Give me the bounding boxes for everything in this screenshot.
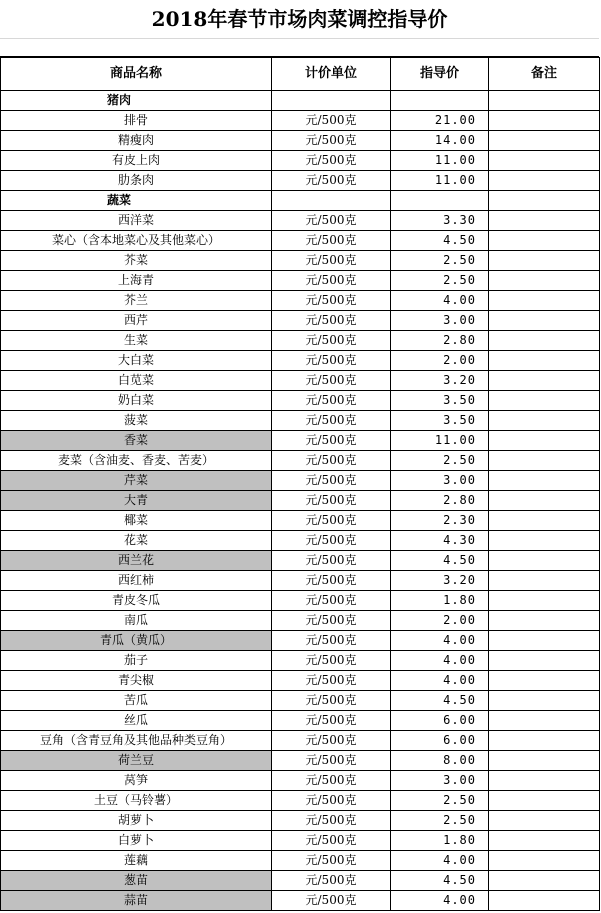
note-cell[interactable]: [489, 151, 600, 171]
price-cell[interactable]: 3.30: [391, 211, 489, 231]
note-cell[interactable]: [489, 471, 600, 491]
table-row: [1, 251, 600, 271]
price-cell[interactable]: 3.00: [391, 311, 489, 331]
price-cell[interactable]: 4.50: [391, 551, 489, 571]
price-cell[interactable]: 2.80: [391, 491, 489, 511]
name-cell[interactable]: 茄子: [1, 651, 272, 671]
name-cell[interactable]: 菜心（含本地菜心及其他菜心）: [1, 231, 272, 251]
unit-cell[interactable]: 元/500克: [272, 511, 391, 531]
unit-cell[interactable]: 元/500克: [272, 251, 391, 271]
unit-cell[interactable]: 元/500克: [272, 331, 391, 351]
table-row: [1, 531, 600, 551]
unit-cell[interactable]: 元/500克: [272, 671, 391, 691]
table-body: [1, 91, 600, 911]
table-row: [1, 451, 600, 471]
name-cell[interactable]: 大白菜: [1, 351, 272, 371]
table-row: [1, 511, 600, 531]
name-cell[interactable]: 胡萝卜: [1, 811, 272, 831]
name-cell[interactable]: 白萝卜: [1, 831, 272, 851]
name-cell[interactable]: 苦瓜: [1, 691, 272, 711]
price-cell[interactable]: 2.30: [391, 511, 489, 531]
name-cell[interactable]: 菠菜: [1, 411, 272, 431]
price-cell[interactable]: 4.00: [391, 891, 489, 911]
unit-cell[interactable]: [272, 191, 391, 211]
table-row: [1, 831, 600, 851]
empty-row[interactable]: [0, 39, 599, 57]
price-cell[interactable]: 6.00: [391, 731, 489, 751]
name-cell[interactable]: 丝瓜: [1, 711, 272, 731]
name-cell[interactable]: 莲藕: [1, 851, 272, 871]
price-cell[interactable]: 3.00: [391, 771, 489, 791]
price-cell[interactable]: 11.00: [391, 151, 489, 171]
name-cell[interactable]: 西兰花: [1, 551, 272, 571]
price-cell[interactable]: 3.50: [391, 391, 489, 411]
header-unit[interactable]: 计价单位: [272, 58, 391, 91]
note-cell[interactable]: [489, 451, 600, 471]
name-cell[interactable]: 青皮冬瓜: [1, 591, 272, 611]
price-cell[interactable]: 3.50: [391, 411, 489, 431]
table-row: [1, 611, 600, 631]
unit-cell[interactable]: 元/500克: [272, 371, 391, 391]
table-row: [1, 271, 600, 291]
name-cell[interactable]: 青瓜（黄瓜）: [1, 631, 272, 651]
unit-cell[interactable]: 元/500克: [272, 111, 391, 131]
price-cell[interactable]: 4.30: [391, 531, 489, 551]
table-row: [1, 571, 600, 591]
table-row: [1, 351, 600, 371]
note-cell[interactable]: [489, 871, 600, 891]
table-row: [1, 751, 600, 771]
price-cell[interactable]: 2.50: [391, 271, 489, 291]
name-cell[interactable]: 生菜: [1, 331, 272, 351]
table-row: [1, 491, 600, 511]
note-cell[interactable]: [489, 631, 600, 651]
table-row: [1, 471, 600, 491]
unit-cell[interactable]: 元/500克: [272, 351, 391, 371]
unit-cell[interactable]: 元/500克: [272, 131, 391, 151]
note-cell[interactable]: [489, 811, 600, 831]
unit-cell[interactable]: 元/500克: [272, 231, 391, 251]
name-cell[interactable]: 土豆（马铃薯）: [1, 791, 272, 811]
table-row: [1, 311, 600, 331]
unit-cell[interactable]: 元/500克: [272, 651, 391, 671]
price-cell[interactable]: 4.00: [391, 671, 489, 691]
table-row: [1, 291, 600, 311]
unit-cell[interactable]: 元/500克: [272, 551, 391, 571]
note-cell[interactable]: [489, 551, 600, 571]
header-price[interactable]: 指导价: [391, 58, 489, 91]
price-cell[interactable]: 1.80: [391, 831, 489, 851]
header-row: [1, 58, 600, 91]
note-cell[interactable]: [489, 691, 600, 711]
note-cell[interactable]: [489, 611, 600, 631]
name-cell[interactable]: 精瘦肉: [1, 131, 272, 151]
unit-cell[interactable]: 元/500克: [272, 171, 391, 191]
note-cell[interactable]: [489, 411, 600, 431]
table-row: [1, 151, 600, 171]
name-cell[interactable]: 芹菜: [1, 471, 272, 491]
unit-cell[interactable]: 元/500克: [272, 851, 391, 871]
unit-cell[interactable]: 元/500克: [272, 871, 391, 891]
price-cell[interactable]: 4.00: [391, 851, 489, 871]
unit-cell[interactable]: 元/500克: [272, 811, 391, 831]
price-cell[interactable]: [391, 191, 489, 211]
name-cell[interactable]: 荷兰豆: [1, 751, 272, 771]
note-cell[interactable]: [489, 831, 600, 851]
note-cell[interactable]: [489, 791, 600, 811]
unit-cell[interactable]: 元/500克: [272, 691, 391, 711]
table-row: [1, 211, 600, 231]
name-cell[interactable]: 香菜: [1, 431, 272, 451]
price-cell[interactable]: 3.20: [391, 571, 489, 591]
name-cell[interactable]: 麦菜（含油麦、香麦、苦麦）: [1, 451, 272, 471]
price-cell[interactable]: 4.50: [391, 871, 489, 891]
price-cell[interactable]: 4.00: [391, 631, 489, 651]
unit-cell[interactable]: 元/500克: [272, 471, 391, 491]
price-cell[interactable]: 2.50: [391, 251, 489, 271]
table-row: [1, 791, 600, 811]
unit-cell[interactable]: [272, 91, 391, 111]
name-cell[interactable]: 花菜: [1, 531, 272, 551]
unit-cell[interactable]: 元/500克: [272, 751, 391, 771]
unit-cell[interactable]: 元/500克: [272, 411, 391, 431]
name-cell[interactable]: 豆角（含青豆角及其他品种类豆角）: [1, 731, 272, 751]
unit-cell[interactable]: 元/500克: [272, 791, 391, 811]
category-row: [1, 91, 600, 111]
name-cell[interactable]: 大青: [1, 491, 272, 511]
unit-cell[interactable]: 元/500克: [272, 711, 391, 731]
price-cell[interactable]: 4.00: [391, 291, 489, 311]
table-row: [1, 411, 600, 431]
table-row: [1, 771, 600, 791]
price-cell[interactable]: 2.80: [391, 331, 489, 351]
name-cell[interactable]: 奶白菜: [1, 391, 272, 411]
table-row: [1, 891, 600, 911]
name-cell[interactable]: 西洋菜: [1, 211, 272, 231]
price-cell[interactable]: 4.50: [391, 231, 489, 251]
price-cell[interactable]: 6.00: [391, 711, 489, 731]
note-cell[interactable]: [489, 571, 600, 591]
note-cell[interactable]: [489, 211, 600, 231]
name-cell[interactable]: 有皮上肉: [1, 151, 272, 171]
unit-cell[interactable]: 元/500克: [272, 431, 391, 451]
header-note[interactable]: 备注: [489, 58, 600, 91]
price-cell[interactable]: 2.00: [391, 611, 489, 631]
price-cell[interactable]: 8.00: [391, 751, 489, 771]
table-row: [1, 171, 600, 191]
table-row: [1, 371, 600, 391]
table-row: [1, 131, 600, 151]
table-row: [1, 391, 600, 411]
name-cell[interactable]: 西红柿: [1, 571, 272, 591]
unit-cell[interactable]: 元/500克: [272, 731, 391, 751]
note-cell[interactable]: [489, 351, 600, 371]
unit-cell[interactable]: 元/500克: [272, 611, 391, 631]
table-row: [1, 731, 600, 751]
table-row: [1, 551, 600, 571]
note-cell[interactable]: [489, 391, 600, 411]
category-row: [1, 191, 600, 211]
name-cell[interactable]: 莴笋: [1, 771, 272, 791]
note-cell[interactable]: [489, 271, 600, 291]
note-cell[interactable]: [489, 731, 600, 751]
name-cell[interactable]: 芥兰: [1, 291, 272, 311]
name-cell[interactable]: 上海青: [1, 271, 272, 291]
note-cell[interactable]: [489, 671, 600, 691]
name-cell[interactable]: 西芹: [1, 311, 272, 331]
note-cell[interactable]: [489, 171, 600, 191]
page-title: 2018年春节市场肉菜调控指导价: [0, 0, 599, 39]
note-cell[interactable]: [489, 511, 600, 531]
name-cell[interactable]: 肋条肉: [1, 171, 272, 191]
price-cell[interactable]: [391, 91, 489, 111]
unit-cell[interactable]: 元/500克: [272, 291, 391, 311]
table-row: [1, 331, 600, 351]
unit-cell[interactable]: 元/500克: [272, 531, 391, 551]
unit-cell[interactable]: 元/500克: [272, 591, 391, 611]
header-name[interactable]: 商品名称: [1, 58, 272, 91]
note-cell[interactable]: [489, 191, 600, 211]
unit-cell[interactable]: 元/500克: [272, 771, 391, 791]
price-cell[interactable]: 4.50: [391, 691, 489, 711]
unit-cell[interactable]: 元/500克: [272, 451, 391, 471]
unit-cell[interactable]: 元/500克: [272, 151, 391, 171]
table-row: [1, 631, 600, 651]
note-cell[interactable]: [489, 431, 600, 451]
price-cell[interactable]: 2.50: [391, 451, 489, 471]
price-table: [0, 57, 600, 911]
price-cell[interactable]: 2.50: [391, 811, 489, 831]
name-cell[interactable]: 蔬菜: [1, 191, 272, 211]
note-cell[interactable]: [489, 111, 600, 131]
unit-cell[interactable]: 元/500克: [272, 831, 391, 851]
unit-cell[interactable]: 元/500克: [272, 571, 391, 591]
price-cell[interactable]: 1.80: [391, 591, 489, 611]
price-cell[interactable]: 11.00: [391, 431, 489, 451]
table-row: [1, 591, 600, 611]
note-cell[interactable]: [489, 371, 600, 391]
table-row: [1, 651, 600, 671]
note-cell[interactable]: [489, 591, 600, 611]
price-cell[interactable]: 3.00: [391, 471, 489, 491]
unit-cell[interactable]: 元/500克: [272, 311, 391, 331]
name-cell[interactable]: 白苋菜: [1, 371, 272, 391]
table-row: [1, 691, 600, 711]
table-row: [1, 111, 600, 131]
note-cell[interactable]: [489, 651, 600, 671]
price-cell[interactable]: 2.50: [391, 791, 489, 811]
note-cell[interactable]: [489, 851, 600, 871]
note-cell[interactable]: [489, 891, 600, 911]
table-row: [1, 231, 600, 251]
price-cell[interactable]: 11.00: [391, 171, 489, 191]
note-cell[interactable]: [489, 91, 600, 111]
unit-cell[interactable]: 元/500克: [272, 491, 391, 511]
price-cell[interactable]: 21.00: [391, 111, 489, 131]
unit-cell[interactable]: 元/500克: [272, 891, 391, 911]
name-cell[interactable]: 葱苗: [1, 871, 272, 891]
table-row: [1, 711, 600, 731]
unit-cell[interactable]: 元/500克: [272, 631, 391, 651]
note-cell[interactable]: [489, 751, 600, 771]
name-cell[interactable]: 南瓜: [1, 611, 272, 631]
price-cell[interactable]: 14.00: [391, 131, 489, 151]
name-cell[interactable]: 青尖椒: [1, 671, 272, 691]
note-cell[interactable]: [489, 711, 600, 731]
note-cell[interactable]: [489, 331, 600, 351]
table-row: [1, 671, 600, 691]
price-cell[interactable]: 2.00: [391, 351, 489, 371]
table-row: [1, 851, 600, 871]
note-cell[interactable]: [489, 311, 600, 331]
unit-cell[interactable]: 元/500克: [272, 271, 391, 291]
unit-cell[interactable]: 元/500克: [272, 211, 391, 231]
note-cell[interactable]: [489, 231, 600, 251]
name-cell[interactable]: 蒜苗: [1, 891, 272, 911]
name-cell[interactable]: 椰菜: [1, 511, 272, 531]
table-row: [1, 871, 600, 891]
name-cell[interactable]: 猪肉: [1, 91, 272, 111]
table-row: [1, 431, 600, 451]
note-cell[interactable]: [489, 531, 600, 551]
unit-cell[interactable]: 元/500克: [272, 391, 391, 411]
note-cell[interactable]: [489, 131, 600, 151]
name-cell[interactable]: 排骨: [1, 111, 272, 131]
note-cell[interactable]: [489, 771, 600, 791]
note-cell[interactable]: [489, 491, 600, 511]
price-cell[interactable]: 4.00: [391, 651, 489, 671]
name-cell[interactable]: 芥菜: [1, 251, 272, 271]
price-cell[interactable]: 3.20: [391, 371, 489, 391]
table-row: [1, 811, 600, 831]
note-cell[interactable]: [489, 251, 600, 271]
note-cell[interactable]: [489, 291, 600, 311]
